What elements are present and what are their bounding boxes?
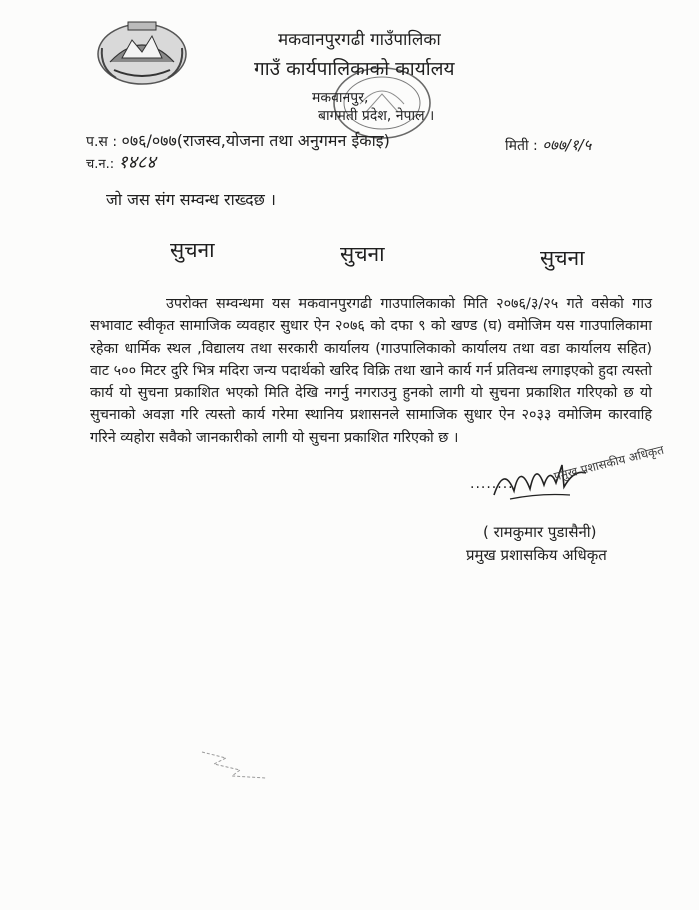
salutation: जो जस संग सम्वन्ध राख्दछ । <box>106 190 276 209</box>
dispatch-value: १४८४ <box>118 152 156 173</box>
notice-heading-2: सुचना <box>340 242 385 266</box>
dispatch-number <box>86 150 156 174</box>
office-name: गाउँ कार्यपालिकाको कार्यालय <box>254 58 455 80</box>
municipality-name: मकवानपुरगढी गाउँपालिका <box>278 30 441 50</box>
date-value: ०७७/१/५ <box>542 136 592 154</box>
reference-label: प.स : <box>86 134 118 150</box>
nepal-emblem-icon <box>92 18 192 88</box>
signatory-name: ( रामकुमार पुडासैनी) <box>483 523 597 541</box>
signature-dots: ........ <box>470 476 514 492</box>
reference-number <box>86 129 390 151</box>
reference-value: ०७६/०७७(राजस्व,योजना तथा अनुगमन ईकाइ) <box>121 131 390 150</box>
address-line-2: बागमती प्रदेश, नेपाल । <box>318 108 435 124</box>
signatory-designation: प्रमुख प्रशासकिय अधिकृत <box>466 546 607 564</box>
notice-heading-1: सुचना <box>170 238 215 262</box>
scan-smudge-mark <box>196 742 286 782</box>
notice-heading-3: सुचना <box>540 246 585 270</box>
address-line-1: मकवानपुर, <box>312 90 369 106</box>
date-label: मिती : <box>505 138 538 154</box>
letter-date <box>505 135 591 155</box>
dispatch-label: च.न.: <box>86 157 115 172</box>
designation-stamp: प्रमुख प्रशासकीय अधिकृत <box>552 442 666 484</box>
notice-body: उपरोक्त सम्वन्धमा यस मकवानपुरगढी गाउपालिकाको मिति २०७६/३/२५ गते वसेको गाउ सभावाट स्वीकृत सामाजिक व्यवहार सुधार ऐन २०७६ को दफा ९ को खण्ड (घ) वमोजिम यस गाउपालिकामा रहेका धार्मिक स्थल ,विद्यालय तथा सरकारी कार्यालय (गाउपालिकाको कार्यालय तथा वडा कार्यालय सहित) वाट ५०० मिटर दुरि भित्र मदिरा जन्य पदार्थको खरिद विक्रि तथा खाने कार्य गर्न प्रतिवन्ध लगाइएको हुदा त्यस्तो कार्य यो सुचना प्रकाशित भएको मिति देखि नगर्नु नगराउनु हुनको लागी यो सुचना प्रकाशित गरिएको छ यो सुचनाको अवज्ञा गरि त्यस्तो कार्य गरेमा स्थानिय प्रशासनले सामाजिक सुधार ऐन २०३३ वमोजिम कारवाहि गरिने व्यहोरा सवैको जानकारीको लागी यो सुचना प्रकाशित गरिएको छ । <box>90 296 652 446</box>
